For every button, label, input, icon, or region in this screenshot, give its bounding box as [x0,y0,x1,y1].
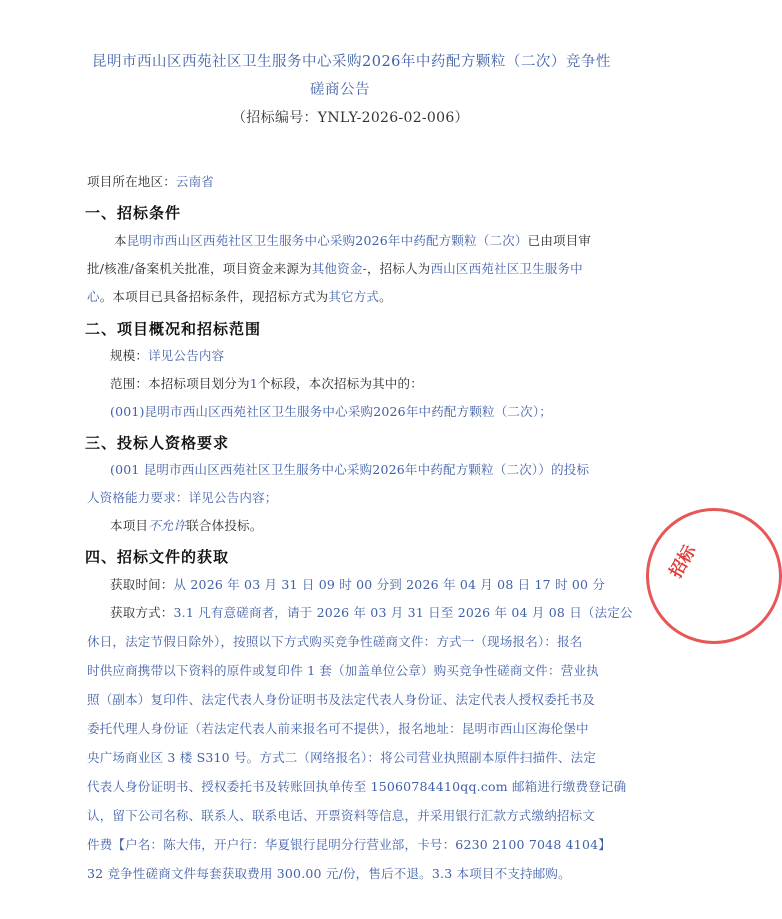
notice-title-line2: 磋商公告 [310,82,370,98]
bid-number: （招标编号：YNLY-2026-02-006） [232,110,469,126]
consortium-flag: 不允许 [148,518,187,533]
s4-method-line-9: 32 竞争性磋商文件每套获取费用 300.00 元/份，售后不退。3.3 本项目不支持邮购。 [87,866,571,881]
range-text: 范围：本招标项目划分为 [110,376,250,391]
s4-method-line-0 [110,602,633,624]
s1-text: 。 [379,289,392,304]
s4-method-line-5: 央广场商业区 3 楼 S310 号。方式二（网络报名）：将公司营业执照副本原件扫描件、法定 [87,750,597,765]
method-text: 3.1 凡有意磋商者，请于 2026 年 03 月 31 日至 2026 年 04 月 08 日（法定公 [173,605,633,620]
time-value: 从 2026 年 03 月 31 日 09 时 00 分到 2026 年 04 月 08 日 17 时 00 分 [173,577,606,592]
notice-title-line1: 昆明市西山区西苑社区卫生服务中心采购2026年中药配方颗粒（二次）竞争性 [92,54,611,70]
s3-text: 本项目 [110,518,149,533]
s1-tenderer: 西山区西苑社区卫生服务中 [430,261,583,276]
s4-method-line-7: 认，留下公司名称、联系人、联系电话、开票资料等信息，并采用银行汇款方式缴纳招标文 [87,808,596,823]
s1-text: ，招标人为 [366,261,431,276]
s1-tenderer-end: 心 [87,289,100,304]
s3-line3 [110,515,262,537]
s1-text: 本 [114,233,127,248]
s4-method-line-6: 代表人身份证明书、授权委托书及转账回执单传至 15060784410qq.com 邮箱进行缴费登记确 [87,779,627,794]
s1-project-name: 昆明市西山区西苑社区卫生服务中心采购2026年中药配方颗粒（二次） [126,233,528,248]
s2-range [110,373,423,395]
method-label: 获取方式： [110,605,174,620]
s2-lot: (001)昆明市西山区西苑社区卫生服务中心采购2026年中药配方颗粒（二次）； [110,404,552,419]
official-seal [646,508,782,644]
s1-fund-source: 其他资金- [311,261,367,276]
s3-text: 联合体投标。 [186,518,263,533]
official-seal-text: 招标 [666,542,701,582]
s2-scale [110,345,224,367]
scale-label: 规模： [110,348,149,363]
project-location [87,171,214,193]
s1-text: 已由项目审 [527,233,592,248]
s4-method-line-3: 照（副本）复印件、法定代表人身份证明书及法定代表人身份证、法定代表人授权委托书及 [87,692,596,707]
s4-method-line-1: 休日，法定节假日除外），按照以下方式购买竞争性磋商文件：方式一（现场报名）：报名 [87,634,583,649]
section-4-heading: 四、招标文件的获取 [85,548,230,566]
section-2-heading: 二、项目概况和招标范围 [85,320,262,338]
s3-line1 [110,459,589,481]
section-1-heading: 一、招标条件 [85,204,182,222]
s4-method-line-4: 委托代理人身份证（若法定代表人前来报名可不提供），报名地址：昆明市西山区海伦堡中 [87,721,589,736]
location-label: 项目所在地区： [87,174,176,189]
s1-line2 [87,258,583,280]
s1-line1 [114,230,591,252]
s4-method-line-2: 时供应商携带以下资料的原件或复印件 1 套（加盖单位公章）购买竞争性磋商文件：营业执 [87,663,599,678]
s1-line3 [87,286,392,308]
lot-count: 1 [249,376,258,391]
time-label: 获取时间： [110,577,174,592]
s4-method-line-8: 件费【户名：陈大伟，开户行：华夏银行昆明分行营业部，卡号：6230 2100 7048 4104】 [87,837,611,852]
s4-time [110,574,605,596]
range-text: 个标段，本次招标为其中的： [257,376,423,391]
location-value: 云南省 [175,174,215,189]
section-3-heading: 三、投标人资格要求 [85,434,230,452]
s1-bid-method: 其它方式 [328,289,380,304]
s3-lot-requirement: (001 昆明市西山区西苑社区卫生服务中心采购2026年中药配方颗粒（二次））的投标 [110,462,590,477]
scale-value: 详见公告内容 [148,348,225,363]
s3-line2: 人资格能力要求：详见公告内容； [87,490,278,505]
s1-text: 。本项目已具备招标条件，现招标方式为 [99,289,329,304]
s1-text: 批/核准/备案机关批准，项目资金来源为 [87,261,312,276]
